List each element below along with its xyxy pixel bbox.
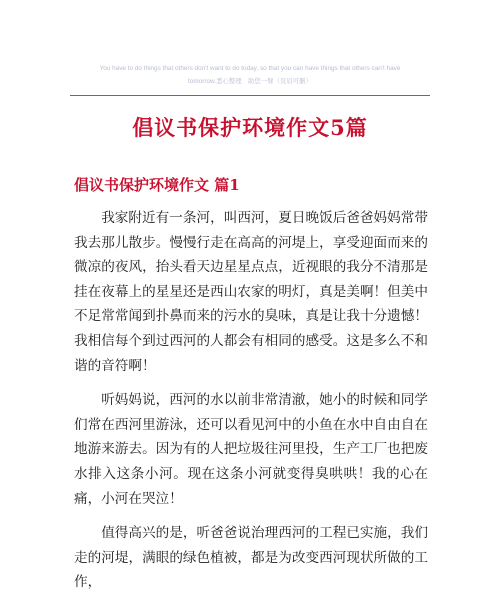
body-paragraph: 听妈妈说，西河的水以前非常清澈，她小的时候和同学们常在西河里游泳，还可以看见河中的小鱼在水中自由自在地游来游去。因为有的人把垃圾往河里投，生产工厂也把废水排入这条小河。现在这条小河就变得臭哄哄！我的心在痛，小河在哭泣！: [74, 392, 428, 507]
header-divider: [70, 95, 430, 96]
body-paragraph: 我家附近有一条河，叫西河，夏日晚饭后爸爸妈妈常带我去那儿散步。慢慢行走在高高的河堤上，享受迎面而来的微凉的夜风，抬头看天边星星点点，近视眼的我分不清那是挂在夜幕上的星星还是西山农家的明灯，真是美啊！但美中不足常常闻到扑鼻而来的污水的臭味，真是让我十分遗憾！我相信每个到过西河的人都会有相同的感受。这是多么不和谐的音符啊！: [74, 210, 428, 374]
body-paragraph: 值得高兴的是，听爸爸说治理西河的工程已实施，我们走的河堤，满眼的绿色植被，都是为改变西河现状所做的工作，: [74, 525, 428, 591]
header-note-line-1: You have to do things that others don't want to do today, so that you can have things that others can't have: [99, 65, 401, 72]
header-note: [70, 62, 430, 88]
section-heading: 倡议书保护环境作文 篇1: [74, 176, 240, 194]
header-note-line-2: tomorrow.悉心整理 助您一臂（页眉可删）: [188, 78, 312, 85]
document-body: [74, 206, 428, 605]
document-title: 倡议书保护环境作文5篇: [132, 115, 368, 140]
